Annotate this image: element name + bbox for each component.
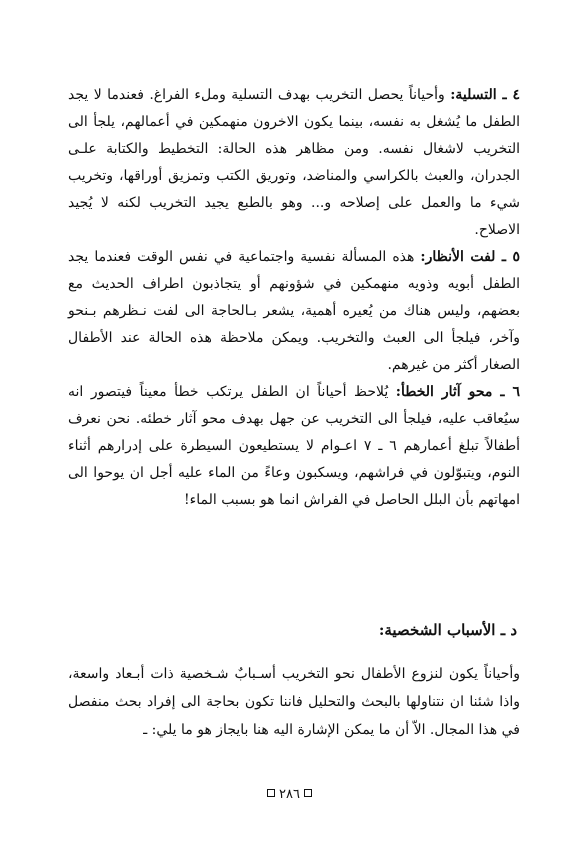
paragraph-erase-mistake xyxy=(68,379,520,514)
section-heading: د ـ الأسباب الشخصية: xyxy=(378,621,517,639)
paragraph-attention xyxy=(68,244,520,379)
page-number: ٢٨٦ xyxy=(279,787,300,802)
text-attention: هذه المسألة نفسية واجتماعية في نفس الوقت فعندما يجد الطفل أبويه وذويه منهمكين في شؤونهم أو يتجاذبون اطراف الحديث مع بعضهم، وليس هناك من يُعيره أهمية، يشعر بـالحاجة الى لفت نـظرهم بـنحو وآخر، فيلجأ الى العبث والتخريب. ويمكن ملاحظة هذه الحالة عند الأطفال الصغار أكثر من غيرهم. xyxy=(68,249,520,373)
heading-erase-mistake: ٦ ـ محو آثار الخطأ: xyxy=(395,384,521,400)
ornament-icon xyxy=(267,789,275,797)
text-entertainment: وأحياناً يحصل التخريب بهدف التسلية وملء الفراغ. فعندما لا يجد الطفل ما يُشغل به نفسه، بينما يكون الاخرون منهمكين في أعمالهم، يلجأ الى التخريب لاشغال نفسه. ومن مظاهر هذه الحالة: التخطيط والكتابة علـى الجدران، والعبث بالكراسي والمناضد، وتوريق الكتب وتمزيق أوراقها، وتخريب شيء ما والعمل على إصلاحه و... وهو بالطبع يجيد التخريب لكنه لا يُجيد الاصلاح. xyxy=(68,87,520,238)
ornament-icon xyxy=(304,789,312,797)
heading-entertainment: ٤ ـ التسلية: xyxy=(450,87,520,103)
section-body xyxy=(68,660,520,744)
text-erase-mistake: يُلاحظ أحياناً ان الطفل يرتكب خطأ معيناً فيتصور انه سيُعاقب عليه، فيلجأ الى التخريب عن جهل بهدف محو آثار خطئه. نحن نعرف أطفالاً تبلغ أعمارهم ٦ ـ ٧ اعـوام لا يستطيعون السيطرة على إدرارهم أثناء النوم، ويتبوّلون في فراشهم، ويسكبون وعاءً من الماء عليه أجل ان يوحوا الى امهاتهم بأن البلل الحاصل في الفراش انما هو بسبب الماء! xyxy=(68,384,520,508)
paragraph-entertainment xyxy=(68,82,520,244)
page-number-footer xyxy=(0,787,579,802)
body-text xyxy=(68,82,520,514)
section-paragraph: وأحياناً يكون لنزوع الأطفال نحو التخريب أسـبابٌ شـخصية ذات أبـعاد واسعة، واذا شئنا ان نتناولها بالبحث والتحليل فاننا تكون بحاجة الى إفراد بحث منفصل في هذا المجال. الاّ أن ما يمكن الإشارة اليه هنا بايجاز هو ما يلي: ـ xyxy=(68,666,520,738)
heading-attention: ٥ ـ لفت الأنظار: xyxy=(420,249,520,265)
